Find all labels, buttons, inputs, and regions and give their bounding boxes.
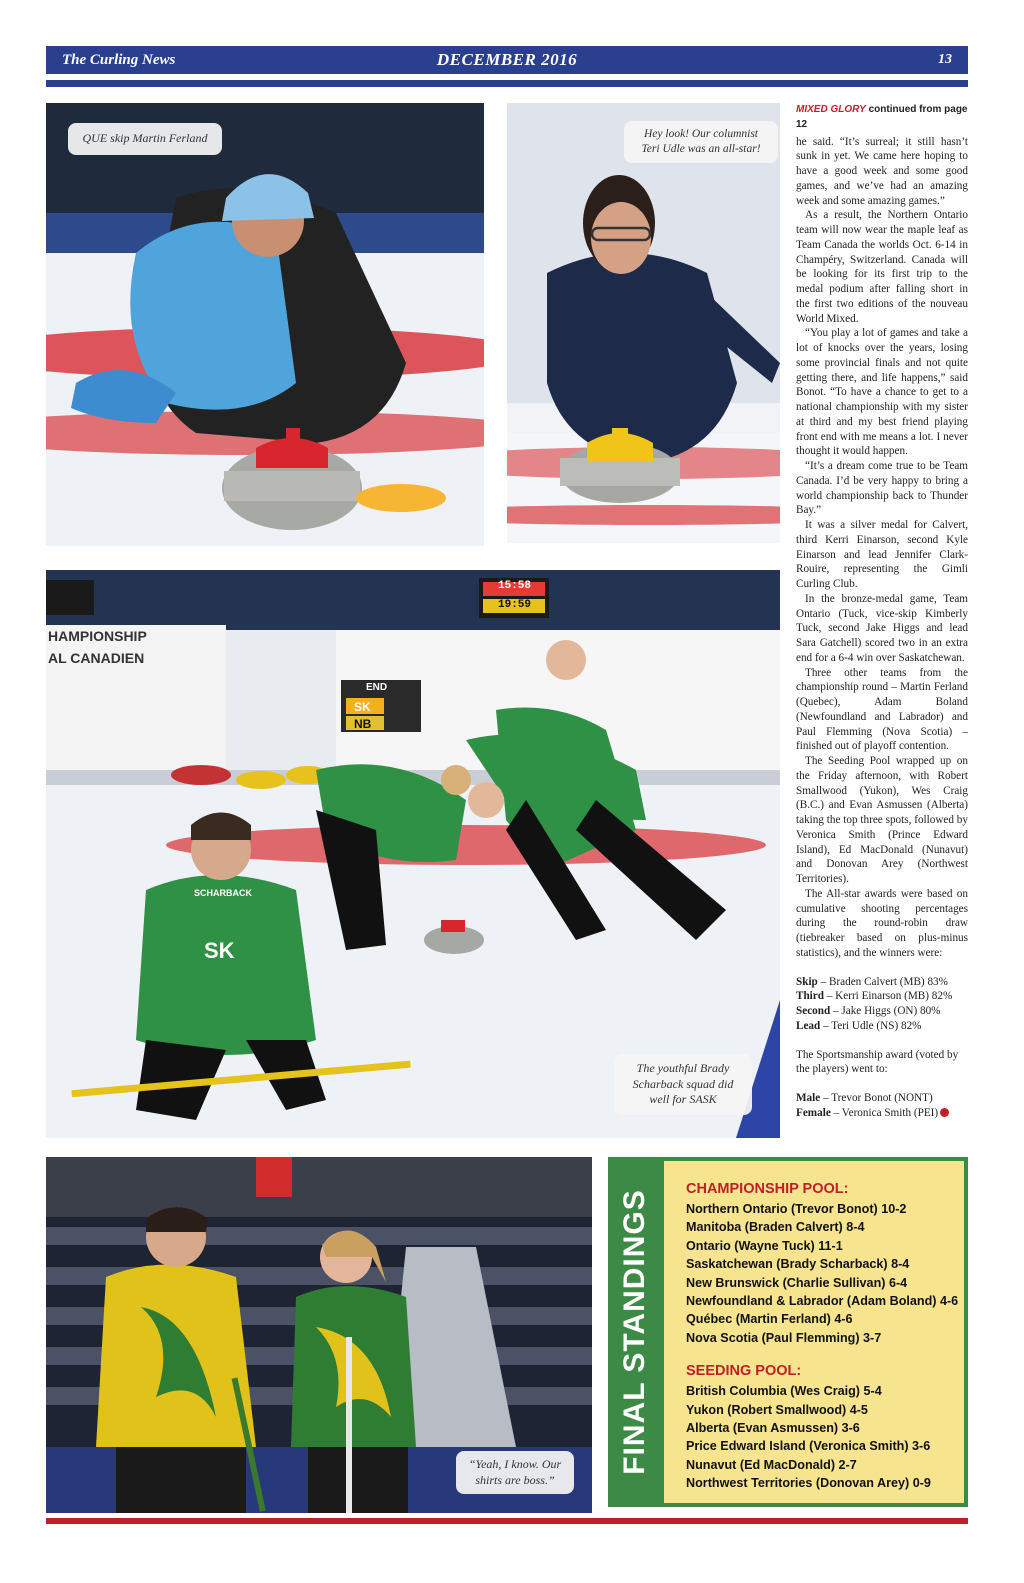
jersey-name: SCHARBACK (194, 888, 252, 898)
championship-pool-heading: CHAMPIONSHIP POOL: (686, 1181, 849, 1197)
article-paragraph: The All-star awards were based on cumulative shooting percentages during the round-robin draw (tiebreaker based on plus-minus statistics), and the winners were: (796, 887, 968, 959)
standings-row: Yukon (Robert Smallwood) 4-5 (686, 1402, 868, 1417)
allstar-row: Second – Jake Higgs (ON) 80% (796, 1005, 941, 1017)
allstar-row: Skip – Braden Calvert (MB) 83% (796, 975, 948, 988)
caption-yukon: “Yeah, I know. Our shirts are boss.” (456, 1451, 574, 1494)
board-text-championship: HAMPIONSHIP (48, 628, 147, 644)
allstar-row: Lead – Teri Udle (NS) 82% (796, 1019, 922, 1032)
standings-row: Québec (Martin Ferland) 4-6 (686, 1312, 853, 1327)
seeding-pool-heading: SEEDING POOL: (686, 1363, 802, 1380)
article-paragraph: The Seeding Pool wrapped up on the Friday afternoon, with Robert Smallwood (Yukon), Wes Craig (B.C.) and Evan Asmussen (Alberta) taking the top three spots, followed by Veronica Smith (Prince Edward Island), Ed MacDonald (Nunavut) and Donovan Arey (Northwest Territories). (796, 755, 968, 885)
article-paragraph: he said. “It’s surreal; it still hasn’t sunk in yet. We came here hoping to have a good week and some good games, and we’ve had an amazing week and some amazing games.” (796, 135, 968, 207)
end-of-story-icon (940, 1108, 949, 1117)
article-column (796, 103, 968, 1121)
standings-row: New Brunswick (Charlie Sullivan) 6-4 (686, 1275, 908, 1290)
sportsmanship-list (796, 1091, 968, 1121)
photo-teri-udle (507, 103, 780, 543)
allstar-row: Third – Kerri Einarson (MB) 82% (796, 990, 953, 1003)
standings-row: Northern Ontario (Trevor Bonot) 10-2 (686, 1202, 907, 1216)
standings-row: Newfoundland & Labrador (Adam Boland) 4-6 (686, 1294, 959, 1309)
standings-row: Nova Scotia (Paul Flemming) 3-7 (686, 1330, 882, 1345)
standings-row: Alberta (Evan Asmussen) 3-6 (686, 1421, 860, 1436)
standings-row: Price Edward Island (Veronica Smith) 3-6 (686, 1439, 931, 1454)
photo-sask-team (46, 570, 780, 1138)
scoreboard-time-2: 19:59 (498, 599, 532, 611)
page-header (46, 46, 968, 74)
board-nb-label: NB (354, 717, 372, 731)
sportsmanship-row: Female – Veronica Smith (PEI) (796, 1106, 968, 1121)
page-number: 13 (938, 52, 952, 67)
allstar-list (796, 975, 968, 1034)
article-paragraph: It was a silver medal for Calvert, third Kerri Einarson, second Kyle Einarson and lead Jennifer Clark-Rouire, representing the Gimli Curling Club. (796, 519, 968, 590)
article-paragraph: In the bronze-medal game, Team Ontario (Tuck, vice-skip Kimberly Tuck, second Jake Higgs and lead Sara Gatchell) scored two in an extra end for a 6-4 win over Saskatchewan. (796, 592, 968, 664)
publication-name: The Curling News (62, 51, 176, 68)
standings-row: Saskatchewan (Brady Scharback) 8-4 (686, 1257, 910, 1272)
jersey-sk: SK (204, 938, 235, 963)
article-paragraph: “You play a lot of games and take a lot of knocks over the years, losing some provincial finals and not quite getting there, and life happens,” said Bonot. “To have a chance to get to a national championship with my sister at third and my best friend playing front end with me means a lot. I never thought it would happen. (796, 327, 968, 458)
board-text-canadien: AL CANADIEN (48, 650, 145, 666)
header-rule (46, 80, 968, 87)
article-paragraph: Three other teams from the championship round – Martin Ferland (Quebec), Adam Boland (Newfoundland and Labrador) and Paul Flemming (Nova Scotia) – finished out of playoff contention. (796, 666, 968, 753)
caption-sask: The youthful Brady Scharback squad did well for SASK (614, 1054, 752, 1115)
standings-row: Ontario (Wayne Tuck) 11-1 (686, 1238, 843, 1253)
standings-list (664, 1161, 964, 1503)
issue-date: DECEMBER 2016 (436, 50, 578, 69)
board-end-label: END (366, 682, 388, 693)
footer-rule (46, 1518, 968, 1524)
article-paragraph: “It’s a dream come true to be Team Canada. I’d be very happy to bring a world championship back to Thunder Bay.” (796, 460, 968, 517)
scoreboard-time-1: 15:58 (498, 580, 532, 592)
caption-ferland: QUE skip Martin Ferland (68, 123, 222, 155)
board-sk-label: SK (354, 700, 371, 714)
standings-row: Northwest Territories (Donovan Arey) 0-9 (686, 1476, 931, 1491)
continued-line: MIXED GLORY continued from page 12 (796, 104, 968, 130)
sportsmanship-intro: The Sportsmanship award (voted by the players) went to: (796, 1048, 959, 1076)
standings-title: FINAL STANDINGS (618, 1189, 651, 1475)
final-standings-box (608, 1157, 968, 1507)
article-paragraph: As a result, the Northern Ontario team will now wear the maple leaf as Team Canada the worlds Oct. 6-14 in Champéry, Switzerland. Canada will be looking for its first trip to the medal podium after falling short in the first two editions of the nouveau World Mixed. (796, 209, 968, 325)
caption-udle: Hey look! Our columnist Teri Udle was an all-star! (624, 121, 778, 163)
standings-row: British Columbia (Wes Craig) 5-4 (686, 1384, 882, 1399)
standings-row: Nunavut (Ed MacDonald) 2-7 (686, 1457, 857, 1472)
standings-row: Manitoba (Braden Calvert) 8-4 (686, 1220, 865, 1235)
photo-martin-ferland (46, 103, 484, 546)
sportsmanship-row: Male – Trevor Bonot (NONT) (796, 1092, 933, 1104)
